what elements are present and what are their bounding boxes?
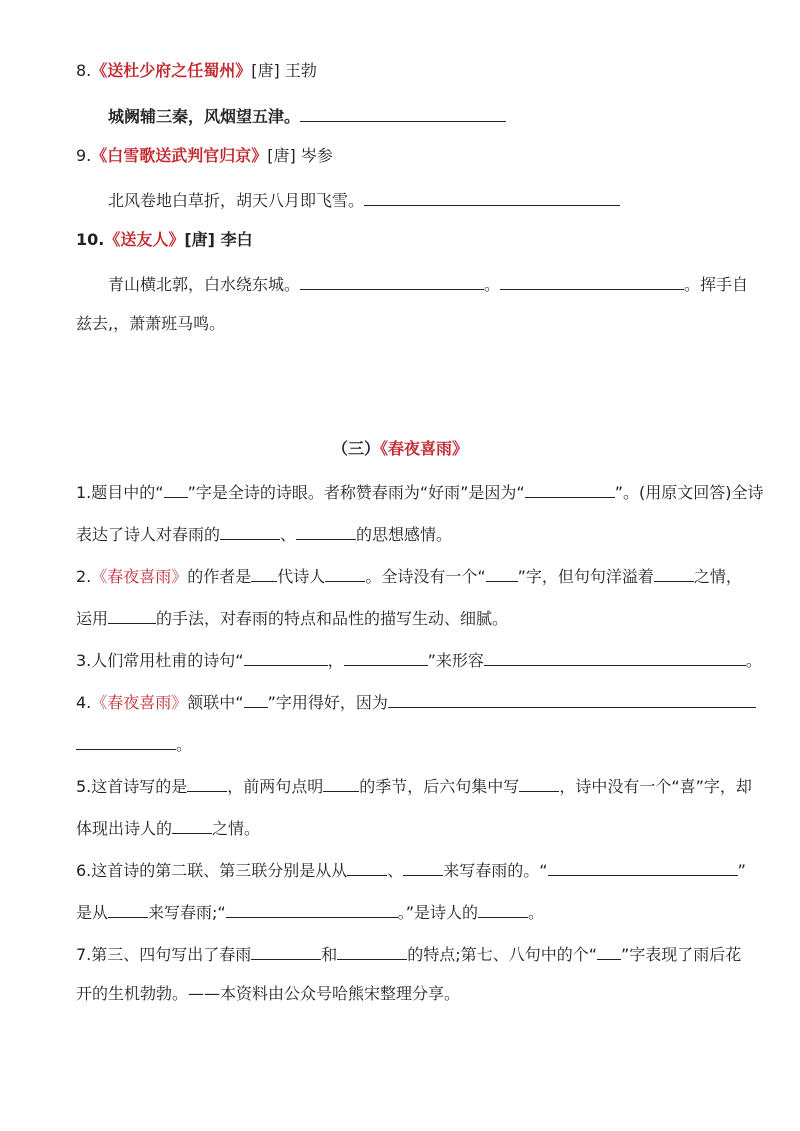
question-number: 4. <box>76 693 92 712</box>
question-text: 和 <box>321 945 338 964</box>
poem-title: 《白雪歌送武判官归京》 <box>91 146 268 165</box>
answer-blank[interactable] <box>325 563 365 582</box>
question-6 <box>76 857 754 881</box>
answer-blank[interactable] <box>300 103 506 122</box>
answer-blank[interactable] <box>220 521 280 540</box>
item-8-heading <box>76 60 754 84</box>
question-text: 来写春雨;“ <box>148 903 226 922</box>
question-text: ”来形容 <box>427 651 484 670</box>
question-number: 2. <box>76 567 92 586</box>
question-text: 运用 <box>76 609 109 628</box>
answer-blank[interactable] <box>388 689 756 708</box>
answer-blank[interactable] <box>347 857 387 876</box>
poem-title: 《送杜少府之任蜀州》 <box>91 61 252 80</box>
item-10-heading <box>76 229 754 253</box>
question-5-cont <box>76 815 754 839</box>
poem-title: 《春夜喜雨》 <box>91 567 188 586</box>
section-label: （三） <box>331 439 380 458</box>
question-text: 表达了诗人对春雨的 <box>76 525 221 544</box>
question-4 <box>76 689 754 713</box>
author: 李白 <box>220 230 253 249</box>
answer-blank[interactable] <box>251 941 321 960</box>
question-4-cont <box>76 731 754 755</box>
item-10-line <box>108 271 754 295</box>
question-text: 6.这首诗的第二联、第三联分别是从从 <box>76 861 348 880</box>
item-number: 10. <box>76 230 105 249</box>
question-text: 。 <box>176 735 193 754</box>
answer-blank[interactable] <box>344 647 428 666</box>
poem-line: 北风卷地白草折，胡天八月即飞雪。 <box>108 191 365 210</box>
punctuation: 。 <box>484 275 501 294</box>
question-2-cont <box>76 605 754 629</box>
question-1-cont <box>76 521 754 545</box>
question-text: 代诗人 <box>277 567 326 586</box>
answer-blank[interactable] <box>172 815 212 834</box>
poem-line: 城阙辅三秦，风烟望五津。 <box>108 107 301 126</box>
answer-blank[interactable] <box>597 941 621 960</box>
question-text: ，前两句点明 <box>227 777 324 796</box>
question-text: ”字是全诗的诗眼。者称赞春雨为“好雨”是因为“ <box>187 483 525 502</box>
question-text: 。全诗没有一个“ <box>365 567 486 586</box>
item-9-heading <box>76 145 754 169</box>
answer-blank[interactable] <box>244 647 328 666</box>
question-text: 的特点;第七、八句中的个“ <box>407 945 597 964</box>
question-text: 是从 <box>76 903 109 922</box>
answer-blank[interactable] <box>403 857 443 876</box>
question-text: ”字，但句句洋溢着 <box>517 567 654 586</box>
question-text: 的作者是 <box>187 567 252 586</box>
question-text: 、 <box>387 861 404 880</box>
answer-blank[interactable] <box>323 773 359 792</box>
answer-blank[interactable] <box>364 187 620 206</box>
answer-blank[interactable] <box>484 647 746 666</box>
answer-blank[interactable] <box>548 857 738 876</box>
poem-line: 兹去,，萧萧班马鸣。 <box>76 314 226 333</box>
question-2 <box>76 563 754 587</box>
item-number: 8. <box>76 61 92 80</box>
question-text: 之情。 <box>212 819 261 838</box>
answer-blank[interactable] <box>519 773 559 792</box>
question-text: ，诗中没有一个“喜”字，却 <box>559 777 752 796</box>
author: 岑参 <box>300 146 333 165</box>
dynasty: [唐] <box>267 146 296 165</box>
question-text: 的手法，对春雨的特点和品性的描写生动、细腻。 <box>156 609 509 628</box>
question-text: 的思想感情。 <box>356 525 453 544</box>
question-1 <box>76 479 764 503</box>
answer-blank[interactable] <box>244 689 268 708</box>
item-number: 9. <box>76 146 92 165</box>
question-text: 。 <box>745 651 762 670</box>
item-10-line-cont <box>76 313 754 337</box>
question-text: 来写春雨的。“ <box>443 861 548 880</box>
question-text: 1.题目中的“ <box>76 483 164 502</box>
question-text: ” <box>737 861 746 880</box>
question-text: 颔联中“ <box>187 693 244 712</box>
question-7 <box>76 941 754 965</box>
answer-blank[interactable] <box>76 731 176 750</box>
question-text: 的季节，后六句集中写 <box>359 777 520 796</box>
section-heading <box>0 438 800 462</box>
question-6-cont <box>76 899 754 923</box>
answer-blank[interactable] <box>108 605 156 624</box>
answer-blank[interactable] <box>164 479 188 498</box>
author: 王勃 <box>284 61 317 80</box>
answer-blank[interactable] <box>486 563 518 582</box>
poem-title: 《春夜喜雨》 <box>91 693 188 712</box>
answer-blank[interactable] <box>337 941 407 960</box>
answer-blank[interactable] <box>500 271 684 290</box>
question-7-cont <box>76 983 754 1007</box>
question-text: ”字表现了雨后花 <box>620 945 742 964</box>
question-text: ， <box>327 651 344 670</box>
question-text: 3.人们常用杜甫的诗句“ <box>76 651 244 670</box>
dynasty: [唐] <box>251 61 280 80</box>
answer-blank[interactable] <box>525 479 615 498</box>
question-text: 5.这首诗写的是 <box>76 777 188 796</box>
question-3 <box>76 647 762 671</box>
poem-title: 《送友人》 <box>104 230 185 249</box>
answer-blank[interactable] <box>187 773 227 792</box>
answer-blank[interactable] <box>226 899 398 918</box>
question-text: ”。(用原文回答)全诗 <box>614 483 764 502</box>
answer-blank[interactable] <box>251 563 277 582</box>
answer-blank[interactable] <box>296 521 356 540</box>
answer-blank[interactable] <box>654 563 694 582</box>
answer-blank[interactable] <box>478 899 528 918</box>
question-text: 。 <box>528 903 545 922</box>
question-text: 7.第三、四句写出了春雨 <box>76 945 252 964</box>
item-9-line <box>108 187 754 211</box>
question-text: 之情， <box>693 567 742 586</box>
poem-line: 。挥手自 <box>684 275 749 294</box>
answer-blank[interactable] <box>108 899 148 918</box>
poem-line: 青山横北郭，白水绕东城。 <box>108 275 301 294</box>
question-text: 体现出诗人的 <box>76 819 173 838</box>
question-text: 、 <box>280 525 297 544</box>
dynasty: [唐] <box>184 230 215 249</box>
section-title: 《春夜喜雨》 <box>380 439 469 458</box>
answer-blank[interactable] <box>300 271 484 290</box>
question-text: 开的生机勃勃。——本资料由公众号哈熊宋整理分享。 <box>76 984 461 1003</box>
question-text: 。”是诗人的 <box>397 903 478 922</box>
question-text: ”字用得好，因为 <box>267 693 388 712</box>
question-5 <box>76 773 754 797</box>
item-8-line <box>108 103 754 127</box>
